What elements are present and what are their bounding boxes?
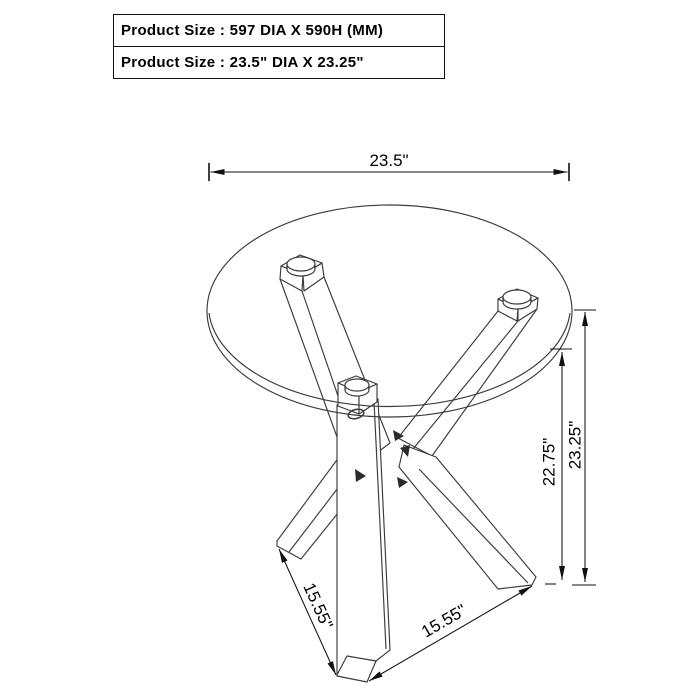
dim-left-leg-span-label: 15.55" (299, 579, 337, 633)
dim-top-width (209, 151, 569, 181)
size-table-row-inch: Product Size : 23.5" DIA X 23.25" (121, 54, 364, 71)
dim-total-height-label: 23.25" (565, 420, 585, 470)
table-drawing (207, 205, 572, 682)
dim-top-width-label: 23.5" (369, 151, 409, 170)
leg-right-upper (398, 309, 537, 456)
dim-total-height (566, 310, 597, 585)
dim-left-leg-span (279, 549, 337, 675)
dim-right-leg-span (369, 586, 532, 681)
dim-right-leg-span-label: 15.55" (418, 600, 470, 642)
dim-base-height-label: 22.75" (539, 437, 559, 487)
size-table-row-mm: Product Size : 597 DIA X 590H (MM) (114, 15, 444, 47)
leg-right-lower (399, 445, 536, 589)
